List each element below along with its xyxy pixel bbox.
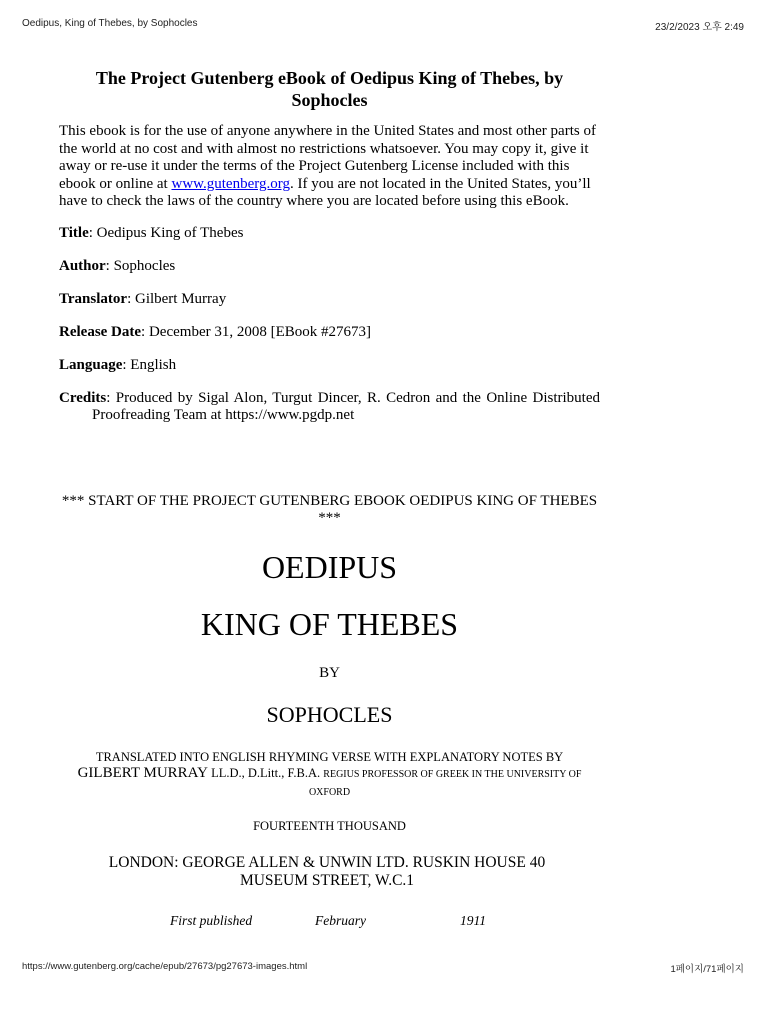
meta-translator: Translator: Gilbert Murray [59,290,227,307]
translator-name: GILBERT MURRAY [77,765,208,781]
print-header-title: Oedipus, King of Thebes, by Sophocles [22,18,198,29]
intro-text-2: . If you are not located in the United States, you’ll have to check the laws of the country where you are located before using this eBook. [59,175,591,210]
edition-note: FOURTEENTH THOUSAND [253,819,406,833]
author-name: SOPHOCLES [266,702,393,727]
by-label: BY [319,665,340,681]
print-header [22,18,744,33]
print-header-datetime: 23/2/2023 오후 2:49 [655,22,744,33]
print-footer [22,961,744,975]
book-title-line1: OEDIPUS [261,549,398,585]
translation-line: TRANSLATED INTO ENGLISH RHYMING VERSE WITH EXPLANATORY NOTES BY [95,750,564,764]
pub-month: February [315,913,366,928]
translation-note [74,749,585,801]
pub-label: First published [170,913,253,928]
meta-title: Title: Oedipus King of Thebes [59,224,244,241]
meta-credits: Credits: Produced by Sigal Alon, Turgut Dincer, R. Cedron and the Online Distributed Proofreading Team at https://www.pgdp.net [59,389,600,423]
publisher-info: LONDON: GEORGE ALLEN & UNWIN LTD. RUSKIN HOUSE 40 MUSEUM STREET, W.C.1 [108,854,546,889]
ebook-metadata [59,225,600,424]
license-intro [59,123,600,211]
print-footer-page: 1페이지/71페이지 [670,964,744,975]
intro-text-1: This ebook is for the use of anyone anywhere in the United States and most other parts of the world at no cost and with almost no restrictions whatsoever. You may copy it, give it away or re-use it under the terms of the Project Gutenberg License included with this ebook or online at [59,123,596,192]
print-footer-url: https://www.gutenberg.org/cache/epub/27673/pg27673-images.html [22,961,308,972]
start-marker: *** START OF THE PROJECT GUTENBERG EBOOK OEDIPUS KING OF THEBES *** [61,493,598,526]
meta-language: Language: English [59,356,177,373]
meta-release-date: Release Date: December 31, 2008 [EBook #27673] [59,323,371,340]
pub-year: 1911 [460,913,486,928]
gutenberg-link[interactable]: www.gutenberg.org [171,175,290,192]
book-title-line2: KING OF THEBES [200,606,459,642]
document-page [59,67,600,928]
translator-degrees: LL.D., D.Litt., F.B.A. [211,766,321,780]
page-title: The Project Gutenberg eBook of Oedipus King of Thebes, by Sophocles [95,68,564,110]
meta-author: Author: Sophocles [59,257,176,274]
translator-position: REGIUS PROFESSOR OF GREEK IN THE UNIVERSITY OF OXFORD [308,769,582,798]
